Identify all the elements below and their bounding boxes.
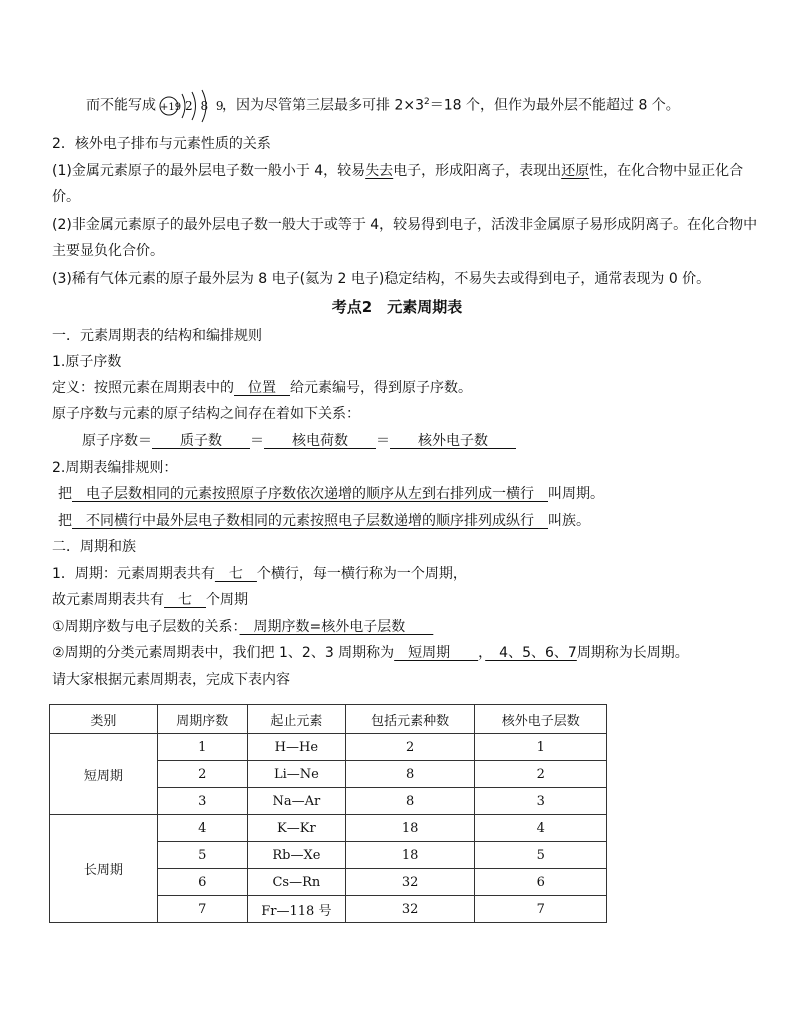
table-header-row (50, 705, 607, 734)
text: 个横行，每一横行称为一个周期， (256, 566, 467, 582)
header-cell: 核外电子层数 (475, 705, 607, 734)
text: ＝ (376, 433, 390, 449)
category-cell: 短周期 (50, 734, 158, 815)
atom-diagram (158, 95, 226, 117)
header-cell: 周期序数 (157, 705, 247, 734)
cell: 2 (475, 761, 607, 788)
period-line-1 (52, 564, 467, 584)
atom-structure-line (86, 92, 680, 117)
paragraph-noble-gas: (3)稀有气体元素的原子最外层为 8 电子(氦为 2 电子)稳定结构，不易失去或得到电子，通常表现为 0 价。 (52, 271, 711, 287)
rule-group (58, 511, 590, 531)
header-cell: 包括元素种数 (345, 705, 475, 734)
cell: Na—Ar (247, 788, 345, 815)
text: 叫周期。 (548, 486, 604, 502)
cell: 8 (345, 761, 475, 788)
cell: 1 (475, 734, 607, 761)
header-cell: 类别 (50, 705, 158, 734)
cell: 32 (345, 869, 475, 896)
text: 定义：按照元素在周期表中的 (52, 380, 234, 396)
cell: 3 (157, 788, 247, 815)
text: 给元素编号，得到原子序数。 (290, 380, 472, 396)
blank-answer: 核电荷数 (264, 433, 376, 449)
blank-answer: 不同横行中最外层电子数相同的元素按照电子层数递增的顺序排列成纵行 (72, 513, 548, 529)
text: 原子序数＝ (82, 433, 152, 449)
text: ， (478, 645, 486, 661)
definition-line (52, 378, 472, 398)
text-suffix-a: ，因为尽管第三层最多可排 2×3 (222, 97, 424, 114)
header-cell: 起止元素 (247, 705, 345, 734)
cell: 1 (157, 734, 247, 761)
cell: 18 (345, 815, 475, 842)
blank-answer: 失去 (365, 163, 394, 179)
text: ①周期序数与电子层数的关系： (52, 619, 240, 635)
cell: H—He (247, 734, 345, 761)
blank-answer: 短周期 (394, 645, 479, 661)
cell: 4 (475, 815, 607, 842)
text: 故元素周期表共有 (52, 592, 164, 608)
rule-period (58, 484, 604, 504)
section-heading: 2．核外电子排布与元素性质的关系 (52, 136, 271, 152)
paragraph-metal-cont: 价。 (52, 189, 80, 205)
blank-answer: 4、5、6、7 (485, 645, 577, 661)
cell: 5 (475, 842, 607, 869)
cell: 6 (475, 869, 607, 896)
text: 把 (58, 486, 72, 502)
blank-answer: 质子数 (152, 433, 250, 449)
period-relation (52, 617, 433, 637)
text: ②周期的分类元素周期表中，我们把 1、2、3 周期称为 (52, 645, 395, 661)
cell: 32 (345, 896, 475, 923)
cell: K—Kr (247, 815, 345, 842)
category-cell: 长周期 (50, 815, 158, 923)
relation-intro: 原子序数与元素的原子结构之间存在着如下关系： (52, 406, 360, 422)
atom-nucleus: +19 (160, 101, 182, 113)
subheading: 1.原子序数 (52, 354, 122, 370)
text: 1．周期：元素周期表共有 (52, 566, 215, 582)
cell: 2 (345, 734, 475, 761)
blank-answer: 七 (164, 592, 206, 608)
cell: 4 (157, 815, 247, 842)
text: 周期称为长周期。 (576, 645, 689, 661)
blank-answer: 核外电子数 (390, 433, 516, 449)
text-suffix-b: ＝18 个，但作为最外层不能超过 8 个。 (429, 97, 680, 114)
text: (1)金属元素原子的最外层电子数一般小于 4，较易 (52, 163, 366, 179)
table-row (50, 815, 607, 842)
paragraph-metal (52, 161, 743, 181)
text: 电子，形成阳离子，表现出 (393, 163, 562, 179)
atom-shell-electrons: 2 8 9 (185, 98, 226, 113)
section-heading: 二．周期和族 (52, 539, 136, 555)
superscript: 2 (424, 97, 430, 107)
cell: 5 (157, 842, 247, 869)
text: 个周期 (206, 592, 248, 608)
period-table (49, 704, 607, 923)
section-heading: 一．元素周期表的结构和编排规则 (52, 328, 262, 344)
paragraph-nonmetal: (2)非金属元素原子的最外层电子数一般大于或等于 4，较易得到电子，活泼非金属原子易形成阴离子。在化合物中 (52, 217, 758, 233)
kaodian-title: 考点2 元素周期表 (331, 298, 463, 316)
text: 叫族。 (548, 513, 590, 529)
period-classification (52, 643, 689, 663)
cell: 7 (157, 896, 247, 923)
cell: 18 (345, 842, 475, 869)
cell: Cs—Rn (247, 869, 345, 896)
text: ＝ (250, 433, 264, 449)
paragraph-nonmetal-cont: 主要显负化合价。 (52, 243, 164, 259)
cell: 6 (157, 869, 247, 896)
blank-answer: 还原 (561, 163, 590, 179)
relation-equation (82, 431, 516, 451)
blank-answer: 周期序数=核外电子层数 (239, 619, 434, 635)
period-line-2 (52, 590, 248, 610)
cell: Fr—118 号 (247, 896, 345, 923)
table-intro: 请大家根据元素周期表，完成下表内容 (52, 672, 290, 688)
cell: Li—Ne (247, 761, 345, 788)
cell: 2 (157, 761, 247, 788)
blank-answer: 电子层数相同的元素按照原子序数依次递增的顺序从左到右排列成一横行 (72, 486, 548, 502)
cell: 8 (345, 788, 475, 815)
cell: Rb—Xe (247, 842, 345, 869)
table-row (50, 734, 607, 761)
cell: 7 (475, 896, 607, 923)
subheading: 2.周期表编排规则： (52, 460, 178, 476)
cell: 3 (475, 788, 607, 815)
text: 把 (58, 513, 72, 529)
text: 性，在化合物中显正化合 (589, 163, 744, 179)
text-prefix: 而不能写成 (86, 97, 156, 114)
blank-answer: 七 (214, 566, 257, 582)
blank-answer: 位置 (234, 380, 290, 396)
